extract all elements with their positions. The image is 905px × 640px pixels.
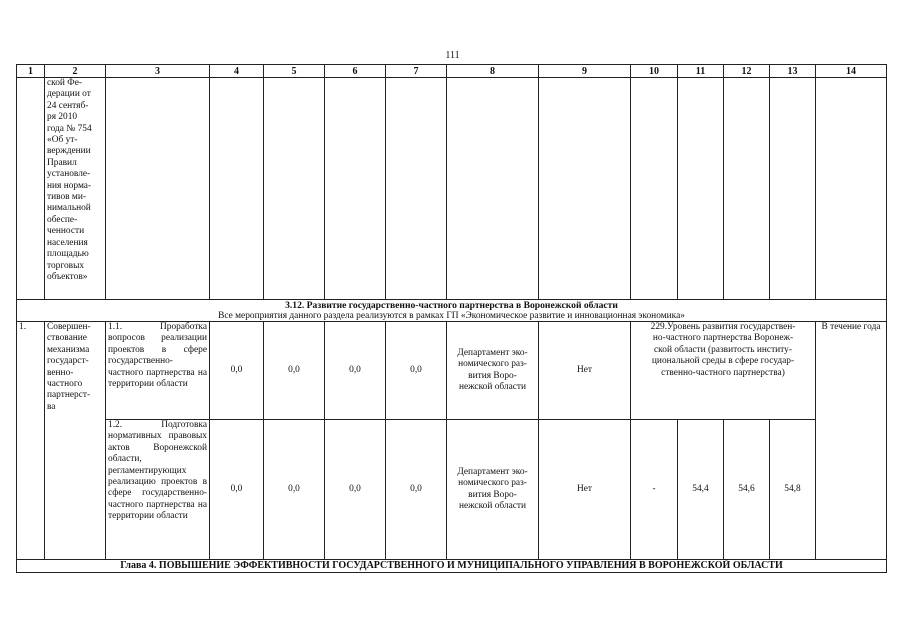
col-num-2: 2 <box>45 65 106 78</box>
page-number: 111 <box>445 50 460 61</box>
col-num-14: 14 <box>816 65 887 78</box>
col-num-8: 8 <box>447 65 539 78</box>
col-num-13: 13 <box>770 65 816 78</box>
chapter-row <box>17 560 887 573</box>
value-cell: 54,8 <box>770 420 816 560</box>
col-num-10: 10 <box>631 65 678 78</box>
section-row <box>17 300 887 322</box>
table-row <box>17 322 887 420</box>
responsible-department: Департамент эко- номического раз- вития Воро- нежской области <box>447 322 539 420</box>
chapter-title: Глава 4. ПОВЫШЕНИЕ ЭФФЕКТИВНОСТИ ГОСУДАРСТВЕННОГО И МУНИЦИПАЛЬНОГО УПРАВЛЕНИЯ В ВОРОНЕЖСКОЙ ОБЛАСТИ <box>17 560 887 573</box>
col-num-3: 3 <box>106 65 210 78</box>
value-cell: 0,0 <box>386 420 447 560</box>
col-num-11: 11 <box>678 65 724 78</box>
indicator-text: 229.Уровень развития государствен- но-частного партнерства Воронеж- ской области (развитость институ- циональной среды в сфере государ- ственно-частного партнерства) <box>631 322 816 420</box>
section-subtitle: Все мероприятия данного раздела реализуются в рамках ГП «Экономическое развитие и инновационная экономика» <box>218 311 685 321</box>
section-title: 3.12. Развитие государственно-частного партнерства в Воронежской области <box>285 300 618 311</box>
sub-measure-text: 1.1. Проработка вопросов реализации проектов в сфере государственно-частного партнерства на территории области <box>106 322 210 420</box>
value-cell: 0,0 <box>386 322 447 420</box>
value-cell: 54,4 <box>678 420 724 560</box>
value-cell: Нет <box>539 420 631 560</box>
col-num-12: 12 <box>724 65 770 78</box>
item-number: 1. <box>17 322 45 560</box>
continuation-row <box>17 78 887 300</box>
value-cell: 0,0 <box>325 420 386 560</box>
sub-measure-text: 1.2. Подготовка нормативных правовых актов Воронежской области, регламентирующих реализацию проектов в сфере государственно-частного партнерства на территории области <box>106 420 210 560</box>
value-cell: 54,6 <box>724 420 770 560</box>
value-cell: 0,0 <box>264 420 325 560</box>
col-num-6: 6 <box>325 65 386 78</box>
value-cell: Нет <box>539 322 631 420</box>
value-cell: - <box>631 420 678 560</box>
term-cell: В течение года <box>816 322 887 560</box>
col-num-1: 1 <box>17 65 45 78</box>
col-num-7: 7 <box>386 65 447 78</box>
col-num-9: 9 <box>539 65 631 78</box>
value-cell: 0,0 <box>210 420 264 560</box>
col-num-4: 4 <box>210 65 264 78</box>
column-number-row <box>17 65 887 78</box>
value-cell: 0,0 <box>325 322 386 420</box>
law-reference-text: ской Фе- дерации от 24 сентяб- ря 2010 года № 754 «Об ут- верждении Правил установле- ния норма- тивов ми- нимальной обеспе- ченности населения площадью торговых объектов» <box>45 78 106 300</box>
measure-name: Совершен- ствование механизма государст- венно- частного партнерст- ва <box>45 322 106 560</box>
value-cell: 0,0 <box>264 322 325 420</box>
responsible-department: Департамент эко- номического раз- вития Воро- нежской области <box>447 420 539 560</box>
value-cell: 0,0 <box>210 322 264 420</box>
measures-table <box>16 64 887 573</box>
col-num-5: 5 <box>264 65 325 78</box>
table-row <box>17 420 887 560</box>
